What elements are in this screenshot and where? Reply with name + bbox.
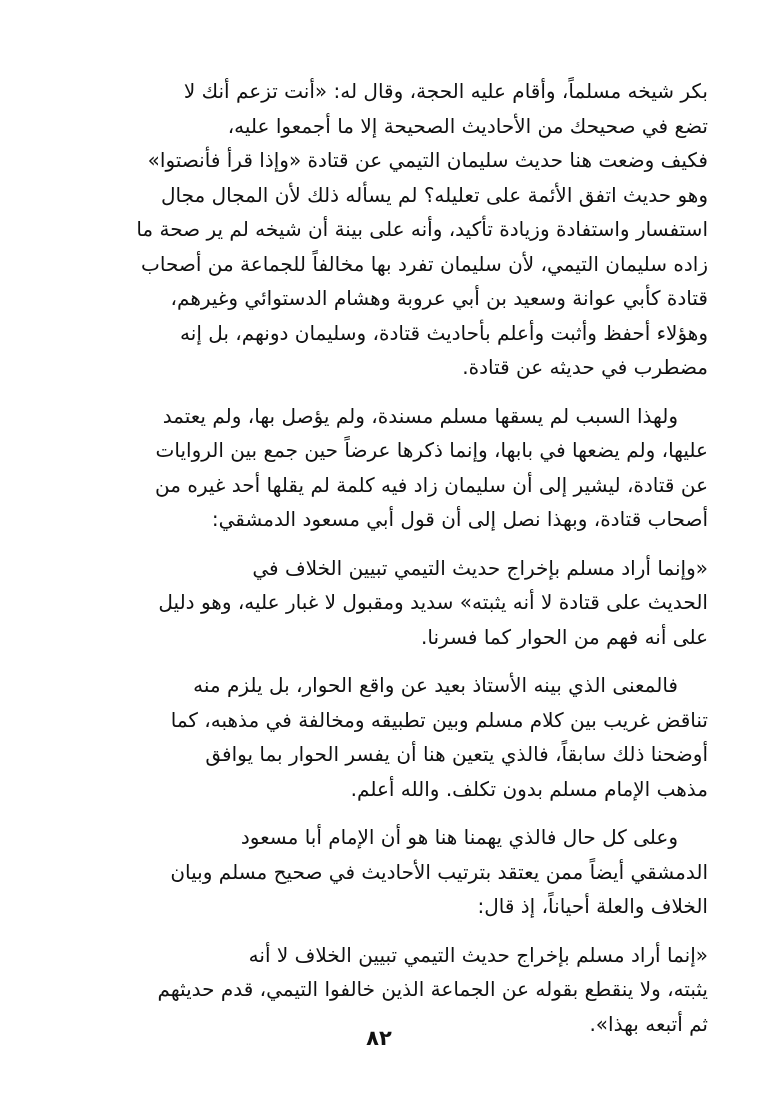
text-line: يثبته، ولا ينقطع بقوله عن الجماعة الذين خالفوا التيمي، قدم حديثهم — [157, 977, 708, 1001]
text-line: فالمعنى الذي بينه الأستاذ بعيد عن واقع الحوار، بل يلزم منه — [193, 673, 678, 697]
page-number: ٨٢ — [366, 1026, 392, 1050]
paragraph-gap — [60, 537, 708, 551]
text-line: فكيف وضعت هنا حديث سليمان التيمي عن قتادة «وإذا قرأ فأنصتوا» — [147, 148, 708, 172]
text-line: تضع في صحيحك من الأحاديث الصحيحة إلا ما أجمعوا عليه، — [227, 113, 708, 138]
text-line: أوضحنا ذلك سابقاً، فالذي يتعين هنا أن يفسر الحوار بما يوافق — [205, 742, 708, 766]
text-line: تناقض غريب بين كلام مسلم وبين تطبيقه ومخالفة في مذهبه، كما — [170, 707, 708, 732]
text-line: أصحاب قتادة، وبهذا نصل إلى أن قول أبي مسعود الدمشقي: — [211, 507, 708, 531]
text-line: الدمشقي أيضاً ممن يعتقد بترتيب الأحاديث في صحيح مسلم وبيان — [170, 859, 708, 884]
text-line: استفسار واستفادة وزيادة تأكيد، وأنه على بينة أن شيخه لم ير صحة ما — [136, 217, 708, 241]
paragraph-1 — [60, 74, 708, 385]
text-line: «إنما أراد مسلم بإخراج حديث التيمي تبيين الخلاف لا أنه — [248, 942, 708, 967]
text-line: «وإنما أراد مسلم بإخراج حديث التيمي تبيين الخلاف في — [252, 555, 708, 580]
paragraph-gap — [60, 924, 708, 938]
text-line: على أنه فهم من الحوار كما فسرنا. — [421, 624, 708, 649]
text-line: بكر شيخه مسلماً، وأقام عليه الحجة، وقال له: «أنت تزعم أنك لا — [183, 79, 708, 103]
text-line: زاده سليمان التيمي، لأن سليمان تفرد بها مخالفاً للجماعة من أصحاب — [141, 251, 708, 276]
text-line: الخلاف والعلة أحياناً، إذ قال: — [477, 894, 708, 918]
paragraph-gap — [60, 654, 708, 668]
paragraph-4 — [60, 820, 708, 924]
text-line: وعلى كل حال فالذي يهمنا هنا هو أن الإمام أبا مسعود — [240, 825, 678, 849]
text-line: ثم أتبعه بهذا». — [589, 1011, 708, 1036]
text-line: وهو حديث اتفق الأئمة على تعليله؟ لم يسأله ذلك لأن المجال مجال — [161, 182, 708, 207]
text-line: وهؤلاء أحفظ وأثبت وأعلم بأحاديث قتادة، وسليمان دونهم، بل إنه — [180, 320, 708, 345]
quotation-1 — [60, 551, 708, 655]
text-line: الحديث على قتادة لا أنه يثبته» سديد ومقبول لا غبار عليه، وهو دليل — [158, 590, 708, 614]
paragraph-gap — [60, 385, 708, 399]
text-line: ولهذا السبب لم يسقها مسلم مسندة، ولم يؤصل بها، ولم يعتمد — [162, 403, 678, 428]
text-line: عليها، ولم يضعها في بابها، وإنما ذكرها عرضاً حين جمع بين الروايات — [155, 438, 708, 462]
paragraph-2 — [60, 399, 708, 537]
paragraph-gap — [60, 806, 708, 820]
text-line: مضطرب في حديثه عن قتادة. — [462, 355, 708, 379]
paragraph-3 — [60, 668, 708, 806]
text-line: قتادة كأبي عوانة وسعيد بن أبي عروبة وهشام الدستوائي وغيرهم، — [170, 286, 708, 310]
body-text — [60, 74, 708, 1041]
text-line: عن قتادة، ليشير إلى أن سليمان زاد فيه كلمة لم يقلها أحد غيره من — [155, 472, 708, 497]
text-line: مذهب الإمام مسلم بدون تكلف. والله أعلم. — [350, 776, 708, 801]
